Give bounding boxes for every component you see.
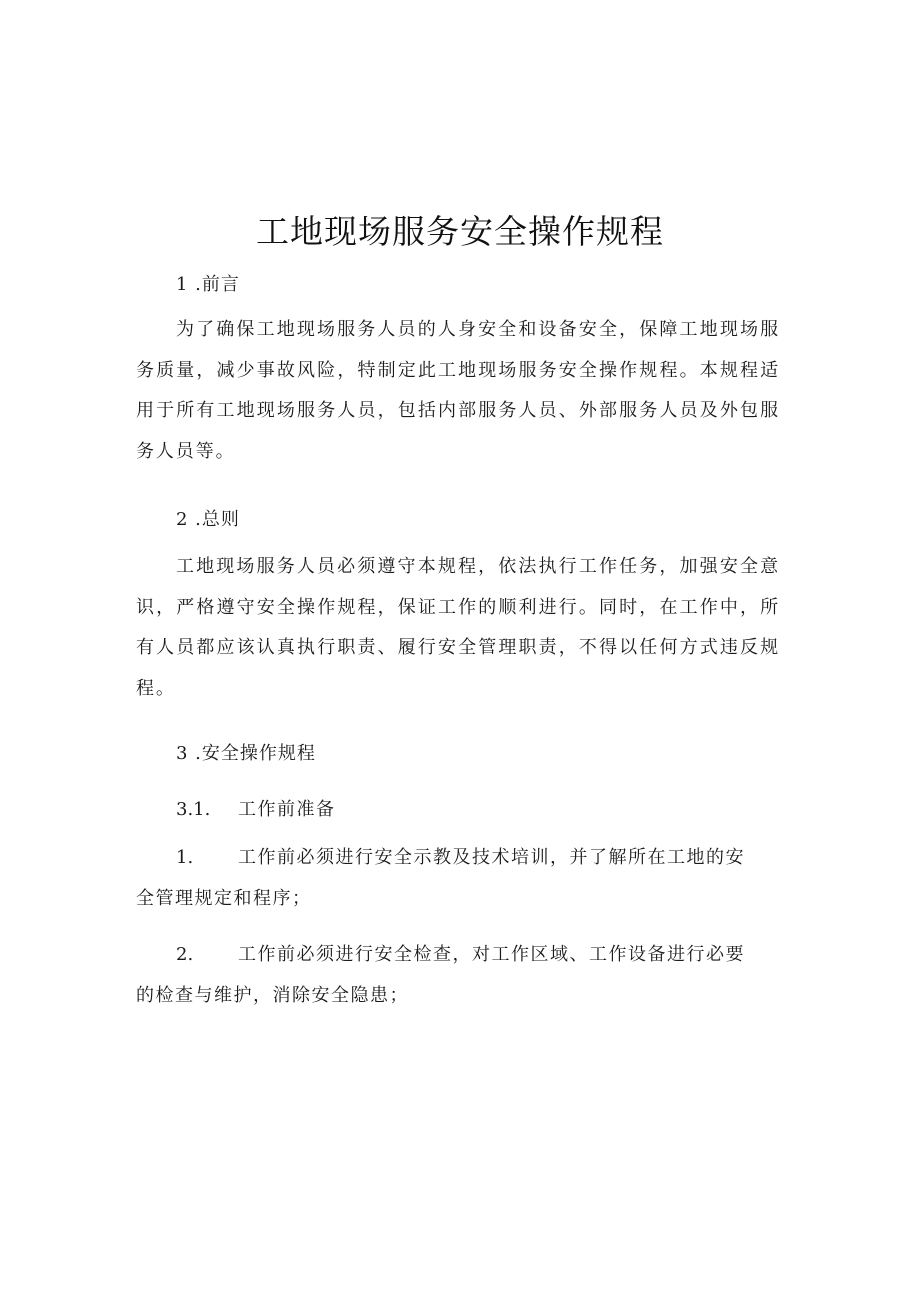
list-item — [136, 935, 756, 1016]
list-item — [136, 838, 756, 919]
section-paragraph-preface: 为了确保工地现场服务人员的人身安全和设备安全，保障工地现场服务质量，减少事故风险，特制定此工地现场服务安全操作规程。本规程适用于所有工地现场服务人员，包括内部服务人员、外部服务人员及外包服务人员等。 — [136, 319, 780, 462]
section-heading-preface: 1 .前言 — [176, 274, 240, 295]
list-item-text: 工作前必须进行安全示教及技术培训，并了解所在工地的安全管理规定和程序； — [136, 847, 745, 909]
document-title: 工地现场服务安全操作规程 — [256, 212, 664, 251]
subsection-heading — [176, 795, 336, 821]
list-item-number: 2. — [176, 944, 194, 965]
subsection-number: 3.1. — [176, 799, 211, 820]
section-heading-general: 2 .总则 — [176, 509, 240, 530]
subsection-title: 工作前准备 — [238, 799, 336, 820]
section-heading-safety-rules: 3 .安全操作规程 — [176, 743, 316, 764]
section-paragraph-general: 工地现场服务人员必须遵守本规程，依法执行工作任务，加强安全意识，严格遵守安全操作规程，保证工作的顺利进行。同时，在工作中，所有人员都应该认真执行职责、履行安全管理职责，不得以任何方式违反规程。 — [136, 556, 780, 699]
list-item-number: 1. — [176, 847, 194, 868]
list-item-text: 工作前必须进行安全检查，对工作区域、工作设备进行必要的检查与维护，消除安全隐患； — [136, 944, 745, 1006]
